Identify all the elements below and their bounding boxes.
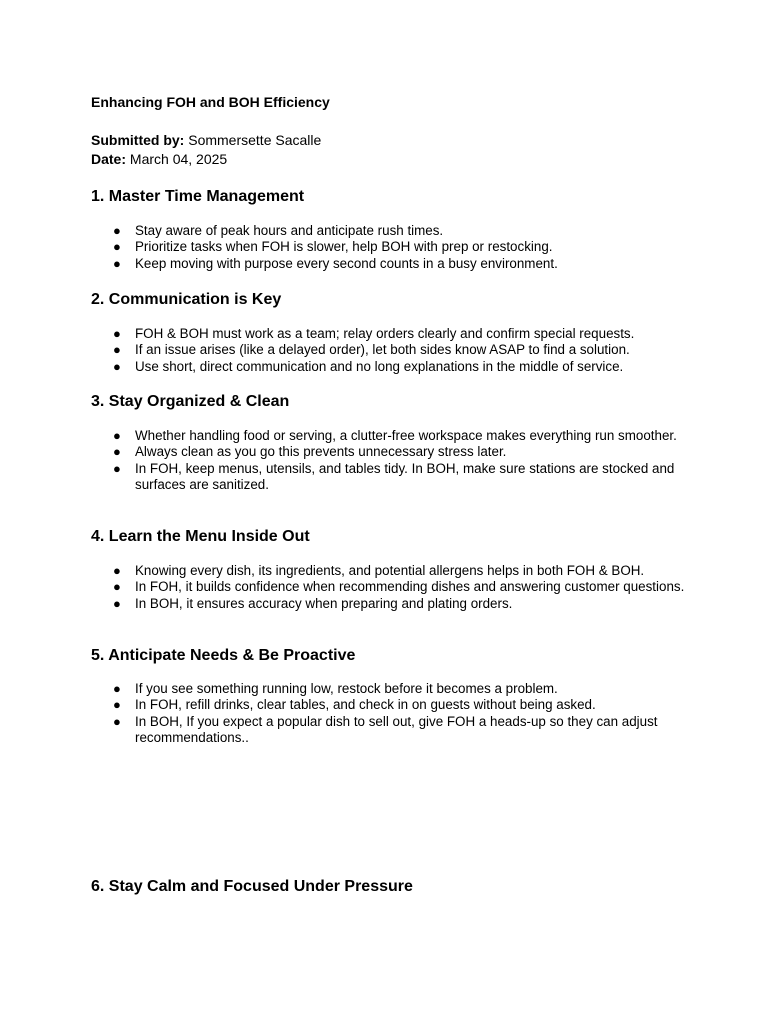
list-item — [91, 256, 691, 272]
bullet-dot: ● — [113, 255, 121, 271]
list-item-text: In FOH, it builds confidence when recommending dishes and answering customer questions. — [135, 579, 685, 595]
bullet-dot: ● — [113, 239, 121, 255]
bullet-dot: ● — [113, 444, 121, 460]
bullet-list — [91, 326, 691, 375]
bullet-dot: ● — [113, 595, 121, 611]
bullet-dot: ● — [113, 579, 121, 595]
list-item-text: Use short, direct communication and no long explanations in the middle of service. — [135, 358, 624, 374]
bullet-list — [91, 563, 691, 612]
list-item — [91, 223, 691, 239]
list-item — [91, 596, 691, 612]
list-item — [91, 444, 691, 460]
bullet-dot: ● — [113, 460, 121, 476]
bullet-dot: ● — [113, 358, 121, 374]
section-heading: 6. Stay Calm and Focused Under Pressure — [91, 878, 413, 895]
submitted-by-line — [91, 131, 321, 149]
list-item — [91, 714, 691, 747]
list-item-text: In FOH, refill drinks, clear tables, and check in on guests without being asked. — [135, 697, 596, 713]
bullet-list — [91, 681, 691, 747]
list-item-text: FOH & BOH must work as a team; relay orders clearly and confirm special requests. — [135, 326, 635, 341]
list-item — [91, 461, 691, 494]
list-item — [91, 326, 691, 342]
list-item-text: Knowing every dish, its ingredients, and potential allergens helps in both FOH & BOH. — [135, 563, 645, 578]
list-item-text: If you see something running low, restock before it becomes a problem. — [135, 681, 558, 696]
section-heading: 1. Master Time Management — [91, 188, 305, 205]
list-item-text: In BOH, it ensures accuracy when preparing and plating orders. — [135, 595, 513, 611]
submitted-by-label: Submitted by: — [91, 132, 185, 148]
list-item — [91, 681, 691, 697]
bullet-dot: ● — [113, 223, 121, 238]
bullet-dot: ● — [113, 563, 121, 578]
list-item-text: Stay aware of peak hours and anticipate rush times. — [135, 223, 444, 238]
submitted-by-value: Sommersette Sacalle — [184, 132, 322, 148]
list-item-text: Always clean as you go this prevents unnecessary stress later. — [135, 444, 507, 460]
list-item — [91, 359, 691, 375]
bullet-dot: ● — [113, 326, 121, 341]
bullet-dot: ● — [113, 428, 121, 443]
list-item — [91, 579, 691, 595]
section-heading: 4. Learn the Menu Inside Out — [91, 528, 310, 545]
bullet-list — [91, 428, 691, 494]
section-heading: 2. Communication is Key — [91, 291, 282, 308]
document-title: Enhancing FOH and BOH Efficiency — [91, 94, 330, 110]
date-value: March 04, 2025 — [126, 151, 228, 167]
bullet-dot: ● — [113, 681, 121, 696]
list-item — [91, 697, 691, 713]
list-item — [91, 239, 691, 255]
list-item-text: If an issue arises (like a delayed order), let both sides know ASAP to find a solution. — [135, 342, 630, 358]
section-heading: 5. Anticipate Needs & Be Proactive — [91, 647, 356, 664]
date-label: Date: — [91, 151, 127, 167]
list-item-text: Prioritize tasks when FOH is slower, help BOH with prep or restocking. — [135, 239, 553, 255]
bullet-dot: ● — [113, 713, 121, 729]
section-heading: 3. Stay Organized & Clean — [91, 393, 290, 410]
list-item-text: In FOH, keep menus, utensils, and tables tidy. In BOH, make sure stations are stocked and surfaces are sanitized. — [135, 460, 675, 493]
bullet-dot: ● — [113, 342, 121, 358]
list-item-text: In BOH, If you expect a popular dish to sell out, give FOH a heads-up so they can adjust recommendations.. — [135, 713, 658, 746]
list-item-text: Whether handling food or serving, a clutter-free workspace makes everything run smoother. — [135, 428, 677, 443]
bullet-list — [91, 223, 691, 272]
list-item-text: Keep moving with purpose every second counts in a busy environment. — [135, 255, 558, 271]
list-item — [91, 342, 691, 358]
date-line — [91, 150, 227, 168]
bullet-dot: ● — [113, 697, 121, 713]
list-item — [91, 563, 691, 579]
list-item — [91, 428, 691, 444]
